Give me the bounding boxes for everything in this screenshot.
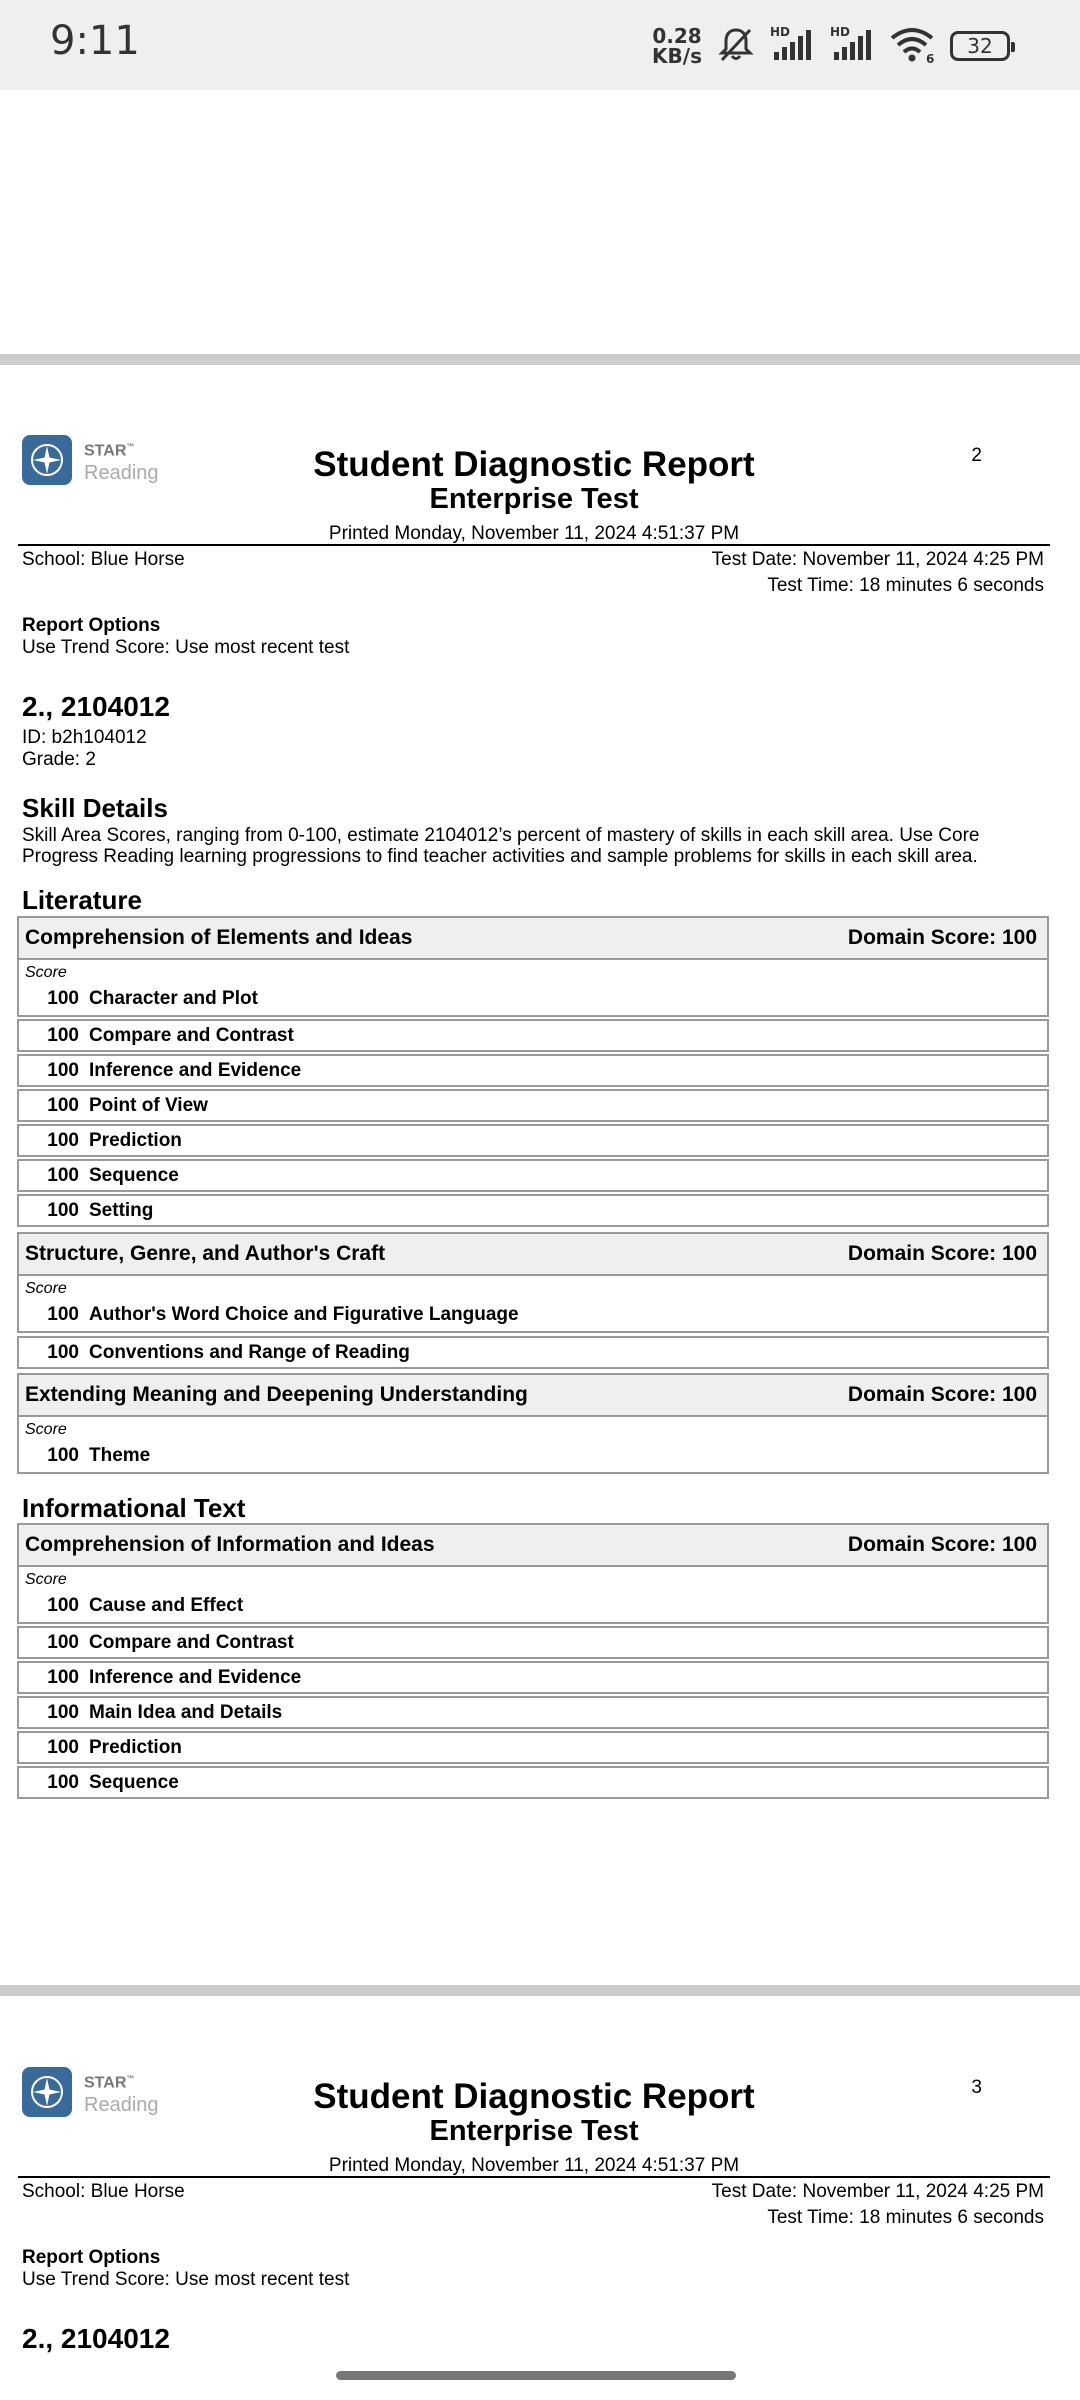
page-number: 2: [971, 445, 982, 466]
skill-score: 100: [47, 1772, 79, 1793]
student-id: ID: b2h104012: [22, 727, 147, 748]
skill-score: 100: [47, 1095, 79, 1116]
skill-score: 100: [47, 1595, 79, 1616]
logo-trademark: ™: [126, 2073, 135, 2083]
network-speed-value: 0.28: [652, 24, 702, 48]
skill-label: Prediction: [89, 1130, 182, 1151]
skill-label: Point of View: [89, 1095, 208, 1116]
signal-hd-icon: [770, 24, 816, 69]
hd-label: HD: [830, 24, 851, 39]
section-heading-informational-text: Informational Text: [22, 1493, 246, 1523]
page-separator: [0, 354, 1080, 365]
report-options-heading: Report Options: [22, 2247, 161, 2268]
wifi-icon: [890, 24, 936, 69]
skill-label: Inference and Evidence: [89, 1667, 302, 1688]
domain-header: [17, 916, 1049, 960]
score-column-label: Score: [25, 1571, 67, 1588]
logo-star-text: STAR: [84, 2074, 127, 2092]
domain-name: Extending Meaning and Deepening Understanding: [25, 1383, 528, 1406]
skill-score: 100: [47, 1025, 79, 1046]
report-subtitle: Enterprise Test: [429, 2115, 639, 2147]
printed-date: Printed Monday, November 11, 2024 4:51:37 PM: [328, 2155, 740, 2176]
domain-header: [17, 1232, 1049, 1276]
student-name: 2., 2104012: [22, 2323, 170, 2354]
home-gesture-bar[interactable]: [336, 2371, 736, 2380]
skill-label: Compare and Contrast: [89, 1632, 294, 1653]
skill-row: [17, 1336, 1049, 1369]
skill-label: Conventions and Range of Reading: [89, 1342, 410, 1363]
page-separator: [0, 1985, 1080, 1996]
domain-name: Structure, Genre, and Author's Craft: [25, 1242, 386, 1265]
skill-label: Sequence: [89, 1165, 179, 1186]
trend-score-option: Use Trend Score: Use most recent test: [22, 2269, 350, 2290]
skill-score: 100: [47, 1304, 79, 1325]
skill-score: 100: [47, 1200, 79, 1221]
skill-label: Inference and Evidence: [89, 1060, 302, 1081]
skill-row: [17, 1054, 1049, 1087]
skill-row: [17, 958, 1049, 1017]
report-page: [0, 435, 1080, 1815]
skill-score: 100: [47, 1342, 79, 1363]
domain-score: Domain Score: 100: [847, 1242, 1037, 1265]
student-name: 2., 2104012: [22, 691, 170, 722]
report-title: Student Diagnostic Report: [313, 2077, 755, 2116]
domain-score: Domain Score: 100: [847, 1383, 1037, 1406]
skill-score: 100: [47, 1702, 79, 1723]
score-column-label: Score: [25, 1421, 67, 1438]
test-date: Test Date: November 11, 2024 4:25 PM: [711, 549, 1044, 570]
skill-label: Compare and Contrast: [89, 1025, 294, 1046]
test-time: Test Time: 18 minutes 6 seconds: [767, 575, 1044, 596]
skill-score: 100: [47, 1632, 79, 1653]
skill-score: 100: [47, 1737, 79, 1758]
skill-row: [17, 1124, 1049, 1157]
skill-label: Character and Plot: [89, 988, 258, 1009]
logo-trademark: ™: [126, 441, 135, 451]
status-time: 9:11: [50, 18, 140, 64]
wifi-label: 6: [926, 51, 935, 64]
header-rule: [18, 2176, 1050, 2178]
skill-label: Cause and Effect: [89, 1595, 244, 1616]
battery-icon: 32: [950, 31, 1010, 61]
signal-hd-icon: [830, 24, 876, 69]
skill-row: [17, 1661, 1049, 1694]
printed-date: Printed Monday, November 11, 2024 4:51:37 PM: [328, 523, 740, 544]
skill-label: Main Idea and Details: [89, 1702, 283, 1723]
skill-score: 100: [47, 1130, 79, 1151]
skill-label: Theme: [89, 1445, 151, 1466]
report-options-heading: Report Options: [22, 615, 161, 636]
network-speed-unit: KB/s: [652, 44, 702, 68]
logo-reading-text: Reading: [84, 462, 159, 485]
skill-row: [17, 1274, 1049, 1333]
test-time: Test Time: 18 minutes 6 seconds: [767, 2207, 1044, 2228]
skill-label: Sequence: [89, 1772, 179, 1793]
skill-label: Author's Word Choice and Figurative Language: [89, 1304, 519, 1325]
school-name: School: Blue Horse: [22, 2181, 185, 2202]
skill-row: [17, 1089, 1049, 1122]
skill-label: Prediction: [89, 1737, 182, 1758]
status-icons: [652, 22, 1010, 70]
header-rule: [18, 544, 1050, 546]
domain-score: Domain Score: 100: [847, 1533, 1037, 1556]
logo-star-text: STAR: [84, 442, 127, 460]
skill-score: 100: [47, 1060, 79, 1081]
domain-header: [17, 1373, 1049, 1417]
score-column-label: Score: [25, 1280, 67, 1297]
test-date: Test Date: November 11, 2024 4:25 PM: [711, 2181, 1044, 2202]
skill-details-description: Skill Area Scores, ranging from 0-100, estimate 2104012’s percent of mastery of skills in each skill area. Use Core Progress Reading learning progressions to find teacher activities and sample problems for skills in each skill area.: [22, 825, 980, 867]
skill-score: 100: [47, 1667, 79, 1688]
skill-score: 100: [47, 988, 79, 1009]
network-speed: [652, 26, 702, 66]
skill-row: [17, 1696, 1049, 1729]
domain-score: Domain Score: 100: [847, 926, 1037, 949]
logo-reading-text: Reading: [84, 2094, 159, 2117]
report-subtitle: Enterprise Test: [429, 483, 639, 515]
report-title: Student Diagnostic Report: [313, 445, 755, 484]
mute-icon: [716, 24, 756, 69]
skill-row: [17, 1019, 1049, 1052]
skill-row: [17, 1565, 1049, 1624]
report-page: [0, 2067, 1080, 2367]
school-name: School: Blue Horse: [22, 549, 185, 570]
domain-name: Comprehension of Elements and Ideas: [25, 926, 413, 949]
skill-label: Setting: [89, 1200, 154, 1221]
skill-details-heading: Skill Details: [22, 793, 168, 823]
score-column-label: Score: [25, 964, 67, 981]
trend-score-option: Use Trend Score: Use most recent test: [22, 637, 350, 658]
domain-header: [17, 1523, 1049, 1567]
page-number: 3: [971, 2077, 982, 2098]
skill-row: [17, 1731, 1049, 1764]
skill-row: [17, 1415, 1049, 1474]
skill-row: [17, 1626, 1049, 1659]
skill-score: 100: [47, 1165, 79, 1186]
section-heading-literature: Literature: [22, 885, 142, 915]
skill-row: [17, 1159, 1049, 1192]
skill-row: [17, 1766, 1049, 1799]
skill-score: 100: [47, 1445, 79, 1466]
domain-name: Comprehension of Information and Ideas: [25, 1533, 435, 1556]
skill-row: [17, 1194, 1049, 1227]
hd-label: HD: [770, 24, 791, 39]
status-bar: [0, 0, 1080, 90]
student-grade: Grade: 2: [22, 749, 96, 770]
